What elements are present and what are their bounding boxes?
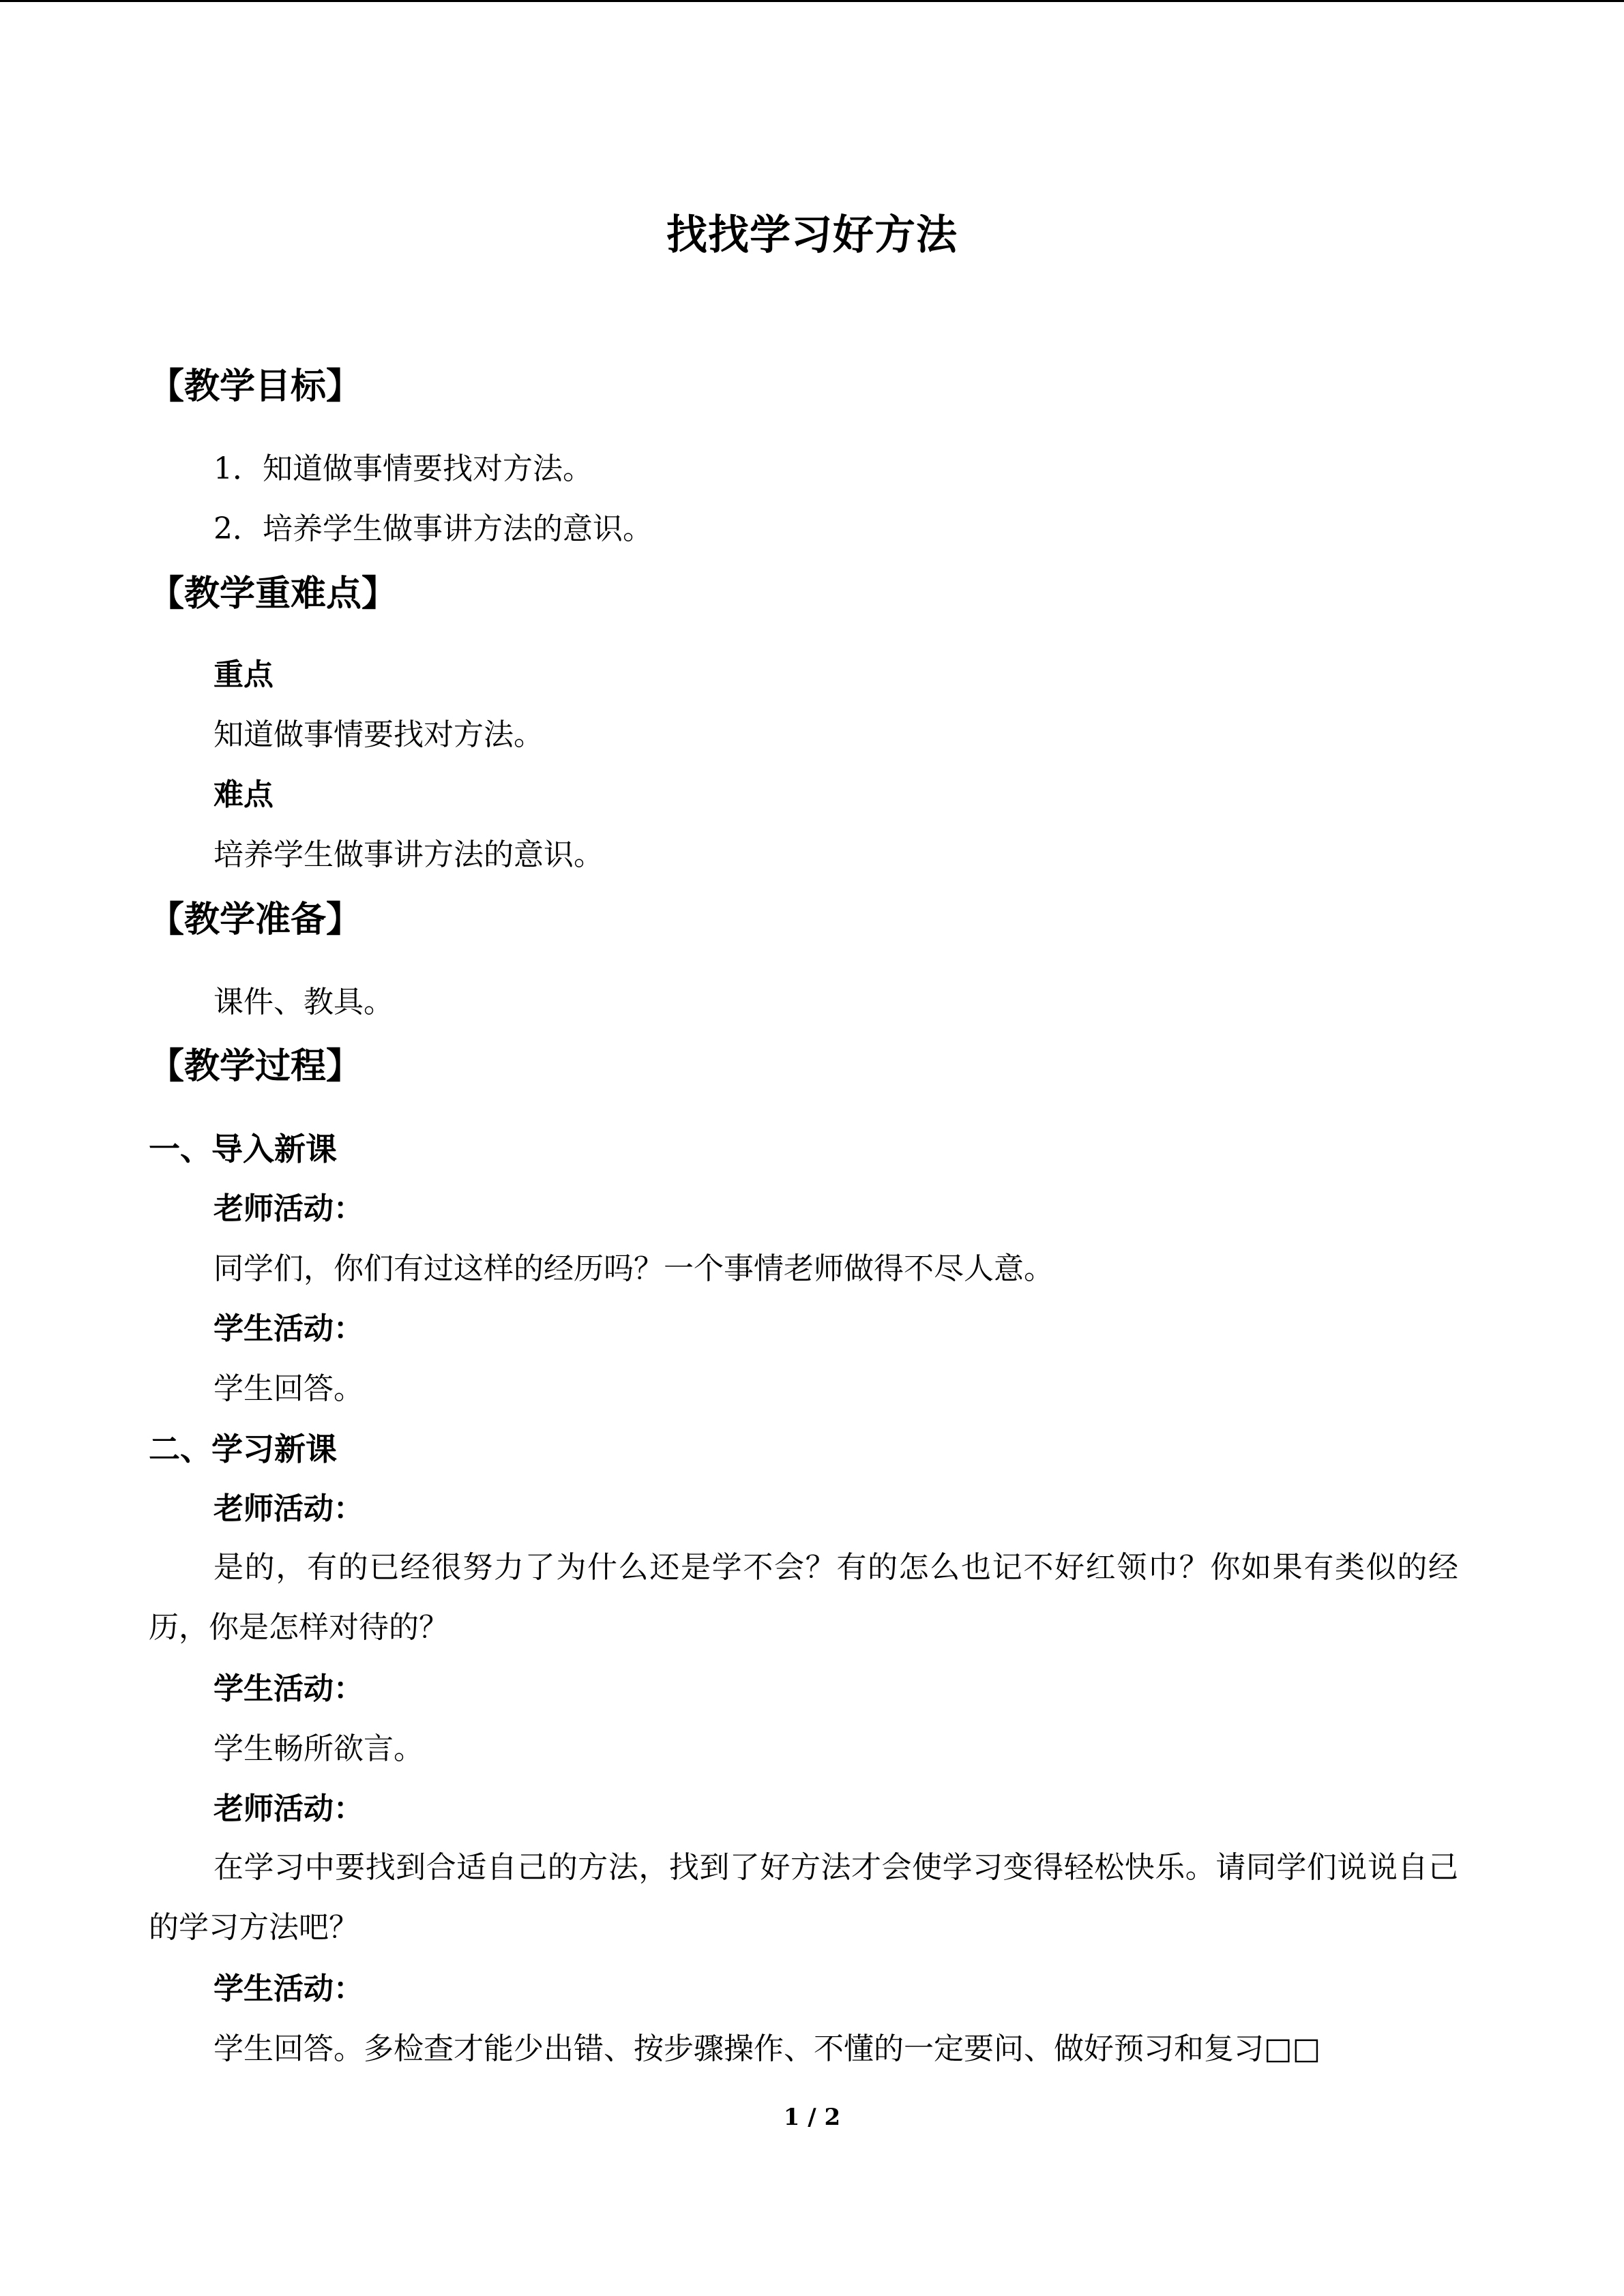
part1-student-label: 学生活动： (213, 1311, 364, 1346)
preparation-text: 课件、教具。 (213, 985, 394, 1019)
part2-student-label-2: 学生活动： (213, 1971, 364, 2006)
part2-teacher-label-2: 老师活动： (213, 1791, 364, 1826)
difficulty-label: 难点 (213, 777, 274, 812)
heading-key-difficult-points: 【教学重难点】 (149, 573, 398, 614)
part1-student-text: 学生回答。 (213, 1371, 364, 1406)
page-number: 1 / 2 (783, 2104, 841, 2131)
heading-teaching-process: 【教学过程】 (149, 1045, 362, 1087)
part1-teacher-text: 同学们，你们有过这样的经历吗？一个事情老师做得不尽人意。 (213, 1251, 1054, 1286)
part2-student-text-1: 学生畅所欲言。 (213, 1731, 424, 1766)
part2-student-text-2: 学生回答。多检查才能少出错、按步骤操作、不懂的一定要问、做好预习和复习□□ (213, 2031, 1321, 2066)
part2-teacher-label-1: 老师活动： (213, 1491, 364, 1526)
heading-teaching-goals: 【教学目标】 (149, 366, 362, 407)
goal-item-1: 1．知道做事情要找对方法。 (213, 451, 593, 486)
part2-teacher-text-1: 是的，有的已经很努力了为什么还是学不会？有的怎么也记不好红领巾？你如果有类似的经历，你是怎样对待的？ (149, 1550, 1458, 1645)
part2-student-label-1: 学生活动： (213, 1671, 364, 1706)
part1-heading: 一、导入新课 (149, 1131, 337, 1167)
goal-item-2: 2．培养学生做事讲方法的意识。 (213, 511, 653, 546)
focus-text: 知道做事情要找对方法。 (213, 717, 544, 752)
part1-teacher-label: 老师活动： (213, 1191, 364, 1226)
part2-teacher-text-2: 在学习中要找到合适自己的方法，找到了好方法才会使学习变得轻松快乐。请同学们说说自己的学习方法吧？ (149, 1850, 1458, 1945)
document-title: 找找学习好方法 (666, 211, 958, 259)
heading-teaching-preparation: 【教学准备】 (149, 899, 362, 940)
difficulty-text: 培养学生做事讲方法的意识。 (213, 837, 604, 872)
part2-heading: 二、学习新课 (149, 1431, 337, 1467)
focus-label: 重点 (213, 657, 274, 692)
